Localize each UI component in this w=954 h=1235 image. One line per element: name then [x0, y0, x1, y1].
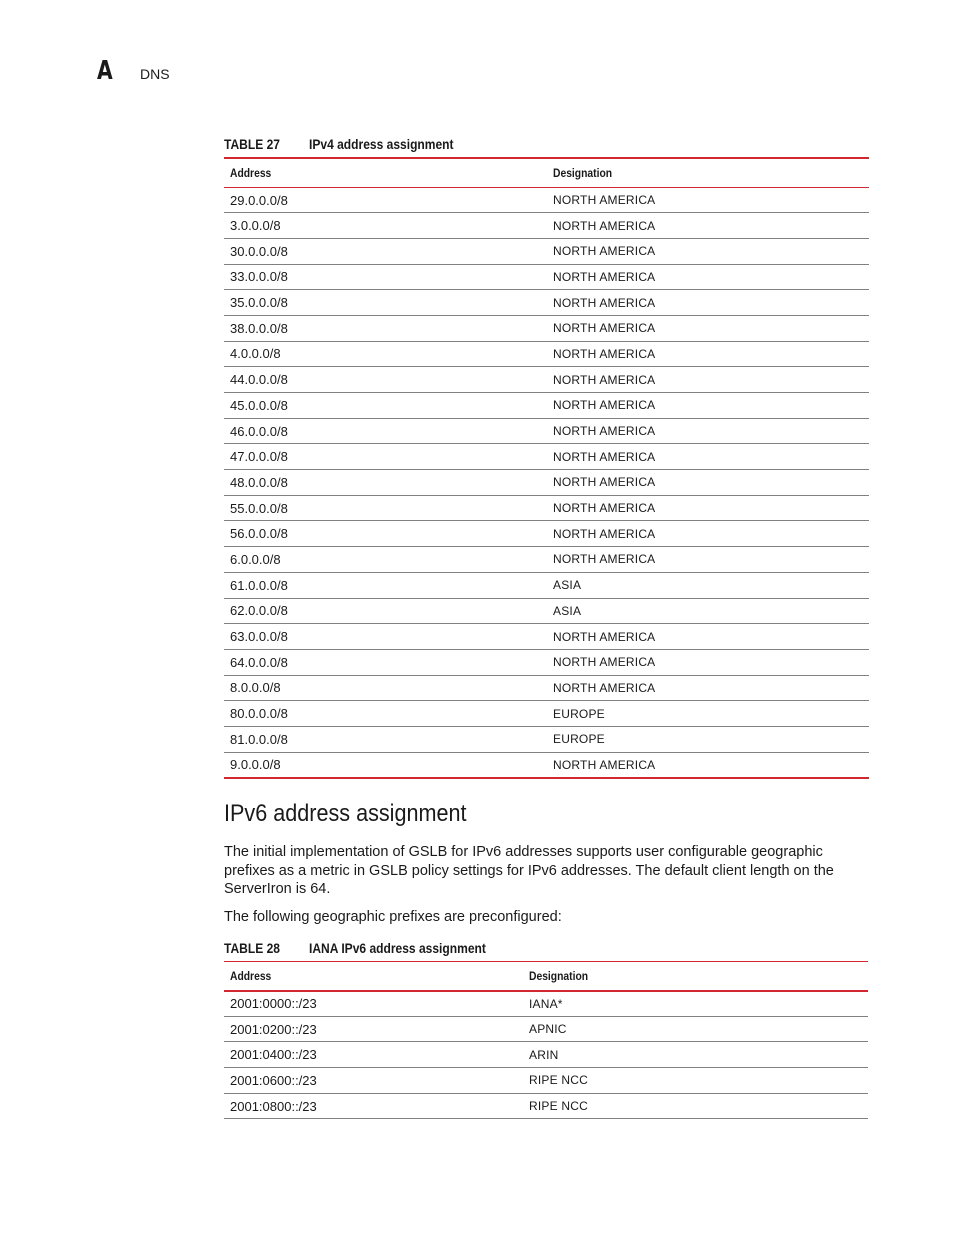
table-row: [224, 675, 869, 701]
table-row: [224, 495, 869, 521]
address-cell: 29.0.0.0/8: [230, 192, 288, 208]
table-row: [224, 1042, 868, 1068]
table-28-title: IANA IPv6 address assignment: [309, 940, 486, 956]
address-cell: 2001:0600::/23: [224, 1068, 523, 1094]
designation-cell: NORTH AMERICA: [547, 213, 869, 239]
address-cell: 2001:0200::/23: [224, 1016, 523, 1042]
table-row: [224, 701, 869, 727]
ipv6-address-table: [224, 961, 868, 1119]
address-cell: 35.0.0.0/8: [224, 290, 547, 316]
address-cell: 6.0.0.0/8: [224, 547, 547, 573]
table-row: [224, 341, 869, 367]
designation-cell: NORTH AMERICA: [547, 624, 869, 650]
table-27-title: IPv4 address assignment: [309, 136, 454, 152]
table-27-number: TABLE 27: [224, 136, 280, 152]
designation-cell: RIPE NCC: [523, 1093, 868, 1119]
address-cell: 2001:0800::/23: [224, 1093, 523, 1119]
address-cell: 8.0.0.0/8: [224, 675, 547, 701]
designation-cell: NORTH AMERICA: [547, 752, 869, 778]
appendix-letter: A: [97, 56, 113, 86]
designation-cell: NORTH AMERICA: [547, 341, 869, 367]
designation-cell: NORTH AMERICA: [547, 470, 869, 496]
address-cell: 80.0.0.0/8: [224, 701, 547, 727]
table-28-number: TABLE 28: [224, 940, 280, 956]
table-row: [224, 752, 869, 778]
address-cell: 62.0.0.0/8: [224, 598, 547, 624]
address-cell: 30.0.0.0/8: [224, 238, 547, 264]
designation-cell: ARIN: [523, 1042, 868, 1068]
prefix-paragraph: The following geographic prefixes are preconfigured:: [224, 909, 562, 925]
designation-cell: NORTH AMERICA: [553, 193, 656, 208]
column-header-designation: Designation: [529, 968, 589, 983]
ipv4-address-table: [224, 157, 869, 779]
table-row: [224, 1068, 868, 1094]
designation-cell: NORTH AMERICA: [547, 367, 869, 393]
table-row: [224, 264, 869, 290]
designation-cell: NORTH AMERICA: [547, 264, 869, 290]
address-cell: 47.0.0.0/8: [224, 444, 547, 470]
designation-cell: NORTH AMERICA: [547, 393, 869, 419]
table-header-row: [224, 158, 869, 187]
designation-cell: NORTH AMERICA: [547, 238, 869, 264]
running-header-section: DNS: [140, 66, 170, 82]
table-row: [224, 624, 869, 650]
designation-cell: EUROPE: [547, 701, 869, 727]
table-row: [224, 547, 869, 573]
table-row: [224, 187, 869, 213]
designation-cell: NORTH AMERICA: [547, 418, 869, 444]
table-row: [224, 315, 869, 341]
address-cell: 63.0.0.0/8: [224, 624, 547, 650]
address-cell: 9.0.0.0/8: [224, 752, 547, 778]
address-cell: 4.0.0.0/8: [224, 341, 547, 367]
column-header-address: Address: [230, 968, 272, 983]
address-cell: 2001:0000::/23: [230, 996, 317, 1012]
table-row: [224, 238, 869, 264]
address-cell: 38.0.0.0/8: [224, 315, 547, 341]
address-cell: 64.0.0.0/8: [224, 649, 547, 675]
address-cell: 81.0.0.0/8: [224, 726, 547, 752]
column-header-address: Address: [230, 165, 272, 180]
table-row: [224, 393, 869, 419]
section-heading: IPv6 address assignment: [224, 800, 467, 827]
column-header-designation: Designation: [553, 165, 613, 180]
designation-cell: NORTH AMERICA: [547, 547, 869, 573]
table-row: [224, 213, 869, 239]
designation-cell: NORTH AMERICA: [547, 290, 869, 316]
table-row: [224, 367, 869, 393]
address-cell: 61.0.0.0/8: [224, 572, 547, 598]
table-row: [224, 572, 869, 598]
table-row: [224, 1093, 868, 1119]
address-cell: 48.0.0.0/8: [224, 470, 547, 496]
table-row: [224, 470, 869, 496]
table-row: [224, 598, 869, 624]
designation-cell: RIPE NCC: [523, 1068, 868, 1094]
designation-cell: ASIA: [547, 598, 869, 624]
table-row: [224, 521, 869, 547]
designation-cell: NORTH AMERICA: [547, 315, 869, 341]
address-cell: 45.0.0.0/8: [224, 393, 547, 419]
address-cell: 2001:0400::/23: [224, 1042, 523, 1068]
address-cell: 56.0.0.0/8: [224, 521, 547, 547]
designation-cell: NORTH AMERICA: [547, 444, 869, 470]
table-row: [224, 726, 869, 752]
designation-cell: NORTH AMERICA: [547, 649, 869, 675]
designation-cell: NORTH AMERICA: [547, 521, 869, 547]
table-row: [224, 444, 869, 470]
designation-cell: NORTH AMERICA: [547, 675, 869, 701]
table-28-caption: [224, 940, 486, 956]
table-row: [224, 991, 868, 1017]
table-27-caption: [224, 136, 454, 152]
address-cell: 55.0.0.0/8: [224, 495, 547, 521]
intro-paragraph: The initial implementation of GSLB for IPv6 addresses supports user configurable geographic prefixes as a metric in GSLB policy settings for IPv6 addresses. The default client length on the ServerIron is 64.: [224, 844, 834, 897]
designation-cell: EUROPE: [547, 726, 869, 752]
address-cell: 3.0.0.0/8: [224, 213, 547, 239]
address-cell: 44.0.0.0/8: [224, 367, 547, 393]
table-row: [224, 418, 869, 444]
table-row: [224, 1016, 868, 1042]
address-cell: 33.0.0.0/8: [224, 264, 547, 290]
address-cell: 46.0.0.0/8: [224, 418, 547, 444]
table-row: [224, 649, 869, 675]
table-row: [224, 290, 869, 316]
designation-cell: APNIC: [523, 1016, 868, 1042]
designation-cell: NORTH AMERICA: [547, 495, 869, 521]
designation-cell: ASIA: [547, 572, 869, 598]
designation-cell: IANA*: [529, 996, 563, 1011]
table-header-row: [224, 962, 868, 991]
